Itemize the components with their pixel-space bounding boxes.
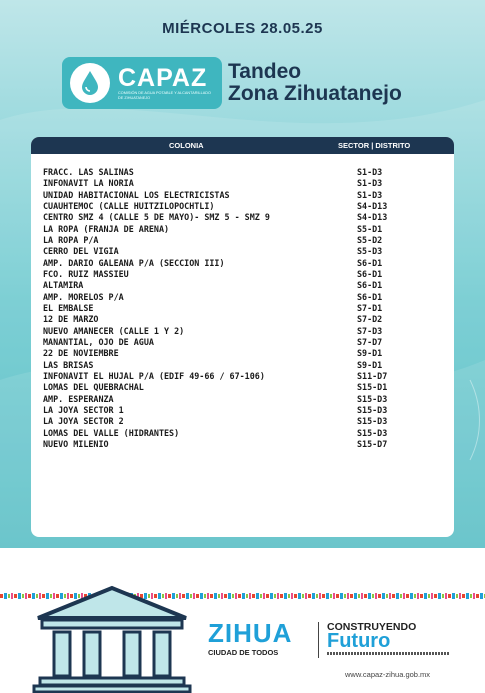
table-row [31,292,454,303]
colonia-cell: AMP. MORELOS P/A [43,291,124,302]
sector-cell: S1-D3 [357,178,383,189]
sector-cell: S6-D1 [357,257,383,268]
colonia-cell: 12 DE MARZO [43,314,99,325]
website-link[interactable]: www.capaz-zihua.gob.mx [345,670,431,679]
table-row [31,224,454,235]
zihua-logo: ZIHUA [208,618,293,648]
sector-cell: S15-D7 [357,438,388,449]
header-colonia: COLONIA [169,141,204,150]
colonia-cell: AMP. ESPERANZA [43,393,114,404]
building-icon [32,584,192,693]
sector-cell: S9-D1 [357,348,383,359]
colonia-cell: CUAUHTEMOC (CALLE HUITZILOPOCHTLI) [43,200,215,211]
colonia-cell: INFONAVIT LA NORIA [43,178,134,189]
colonia-cell: FRACC. LAS SALINAS [43,167,134,177]
sector-cell: S7-D2 [357,314,383,325]
construyendo-text: CONSTRUYENDO [327,621,417,633]
sector-cell: S6-D1 [357,291,383,302]
sector-cell: S4-D13 [357,212,388,223]
table-row [31,167,454,178]
headline-line1: Tandeo [228,60,302,83]
date-title: MIÉRCOLES 28.05.25 [162,20,323,37]
table-row [31,212,454,223]
logo-word: CAPAZ [118,64,208,92]
colonia-cell: LOMAS DEL QUEBRACHAL [43,382,144,393]
water-drop-icon [70,63,110,103]
government-tagline-line [327,652,449,655]
table-row [31,394,454,405]
header-sector: SECTOR | DISTRITO [338,141,411,150]
table-row [31,405,454,416]
table-row [31,314,454,325]
sector-cell: S9-D1 [357,359,383,370]
table-row [31,382,454,393]
colonia-cell: EL EMBALSE [43,302,94,313]
colonia-cell: CERRO DEL VIGIA [43,246,119,257]
colonia-cell: NUEVO MILENIO [43,438,109,449]
table-row [31,371,454,382]
table-row [31,428,454,439]
colonia-cell: CENTRO SMZ 4 (CALLE 5 DE MAYO)- SMZ 5 - SMZ 9 [43,212,270,223]
sector-cell: S15-D1 [357,382,388,393]
table-row [31,439,454,450]
table-row [31,246,454,257]
table-row [31,235,454,246]
table-row [31,280,454,291]
headline-line2: Zona Zihuatanejo [228,82,402,105]
sector-cell: S5-D1 [357,223,383,234]
colonia-cell: FCO. RUIZ MASSIEU [43,268,129,279]
sector-cell: S7-D3 [357,325,383,336]
table-row [31,258,454,269]
sector-cell: S15-D3 [357,427,388,438]
logo-subtitle: COMISIÓN DE AGUA POTABLE Y ALCANTARILLADO DE ZIHUATANEJO [118,91,211,100]
sector-cell: S4-D13 [357,200,388,211]
colonia-cell: LA JOYA SECTOR 1 [43,404,124,415]
colonia-cell: AMP. DARIO GALEANA P/A (SECCION III) [43,257,225,268]
colonia-cell: ALTAMIRA [43,280,84,291]
sector-cell: S7-D7 [357,336,383,347]
colonia-cell: LA JOYA SECTOR 2 [43,416,124,427]
sector-cell: S5-D3 [357,246,383,257]
table-row [31,269,454,280]
futuro-text: Futuro [327,630,391,652]
sector-cell: S5-D2 [357,234,383,245]
sector-cell: S11-D7 [357,370,388,381]
colonia-cell: LAS BRISAS [43,359,94,370]
colonia-cell: 22 DE NOVIEMBRE [43,348,119,359]
sector-cell: S15-D3 [357,404,388,415]
headline [228,61,402,105]
sector-cell: S15-D3 [357,393,388,404]
table-row [31,190,454,201]
sector-cell: S6-D1 [357,268,383,279]
colonia-cell: LA ROPA P/A [43,234,99,245]
colonia-cell: LOMAS DEL VALLE (HIDRANTES) [43,427,180,438]
colonia-cell: LA ROPA (FRANJA DE ARENA) [43,223,170,234]
colonia-cell: UNIDAD HABITACIONAL LOS ELECTRICISTAS [43,189,230,200]
sector-cell: S1-D3 [357,167,383,177]
table-row [31,303,454,314]
table-row [31,348,454,359]
zihua-subtitle: CIUDAD DE TODOS [208,648,279,657]
table-row [31,416,454,427]
table-row [31,337,454,348]
sector-cell: S1-D3 [357,189,383,200]
logo-divider [318,622,319,658]
sector-cell: S15-D3 [357,416,388,427]
sector-cell: S6-D1 [357,280,383,291]
table-row [31,326,454,337]
schedule-table [31,137,454,537]
table-row [31,201,454,212]
table-body [31,167,454,450]
colonia-cell: MANANTIAL, OJO DE AGUA [43,336,154,347]
sector-cell: S7-D1 [357,302,383,313]
capaz-logo [62,57,222,109]
colonia-cell: NUEVO AMANECER (CALLE 1 Y 2) [43,325,185,336]
table-row [31,178,454,189]
table-row [31,360,454,371]
colonia-cell: INFONAVIT EL HUJAL P/A (EDIF 49-66 / 67-106) [43,370,265,381]
table-header [31,137,454,154]
